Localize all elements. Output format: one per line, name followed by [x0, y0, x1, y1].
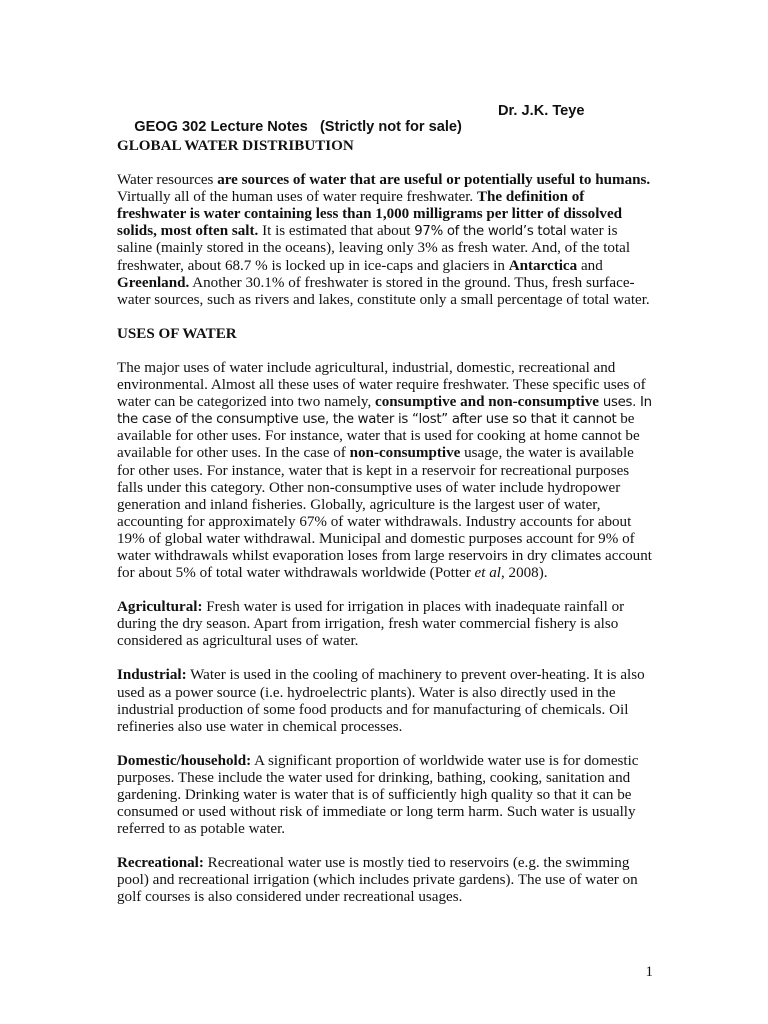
- text-run: water is saline (mainly stored in the oceans), leaving only 3% as fresh water. And, of the total freshwater, about 68.7 % is locked up in ice-caps and glaciers in: [117, 223, 631, 274]
- text-run: Another 30.1% of freshwater is stored in the ground. Thus, fresh surface-water sources, such as rivers and lakes, constitute only a small percentage of total water.: [117, 274, 650, 308]
- section-heading-uses-of-water: USES OF WATER: [117, 325, 237, 342]
- paragraph-label: Agricultural:: [117, 599, 203, 616]
- paragraph-uses-of-water: [117, 360, 653, 582]
- paragraph-label: Domestic/household:: [117, 752, 252, 769]
- paragraph-text: Fresh water is used for irrigation in places with inadequate rainfall or during the dry season. Apart from irrigation, fresh water commercial fishery is also considered as agricultural uses of water.: [117, 599, 625, 650]
- text-run: usage, the water is available for other uses. For instance, water that is kept in a reservoir for recreational purposes falls under this category. Other non-consumptive uses of water include hydropower generation and inland fisheries. Globally, agriculture is the largest user of water, accounting for approximately 67% of water withdrawals. Industry accounts for about 19% of global water withdrawal. Municipal and domestic purposes account for 9% of water withdrawals whilst evaporation loses from large reservoirs in dry climates account for about 5% of total water withdrawals worldwide (Potter: [117, 445, 652, 582]
- bold-run: consumptive and non-consumptive: [375, 394, 599, 411]
- paragraph-global-water: [117, 172, 653, 309]
- paragraph-industrial: [117, 667, 653, 735]
- text-run: Virtually all of the human uses of water require freshwater.: [117, 189, 477, 206]
- paragraph-text: Water is used in the cooling of machinery to prevent over-heating. It is also used as a power source (i.e. hydroelectric plants). Water is also directly used in the industrial production of some food products and for manufacturing of chemicals. Oil refineries also use water in chemical processes.: [117, 667, 645, 735]
- section-heading-global-water: GLOBAL WATER DISTRIBUTION: [117, 138, 354, 154]
- bold-run: Greenland.: [117, 274, 190, 291]
- text-run: The major uses of water include agricultural, industrial, domestic, recreational and environmental. Almost all these uses of water require freshwater. These specific uses of water can be categorized into two namely,: [117, 359, 646, 411]
- text-run: It is estimated that about: [258, 223, 415, 240]
- paragraph-agricultural: [117, 599, 653, 650]
- text-run: and: [577, 257, 603, 274]
- paragraph-recreational: [117, 855, 653, 906]
- header-title: GEOG 302 Lecture Notes (Strictly not for sale): [134, 119, 462, 135]
- text-run: , 2008).: [500, 565, 548, 582]
- paragraph-label: Industrial:: [117, 667, 187, 684]
- bold-run: Antarctica: [508, 257, 578, 274]
- document-body: [117, 128, 653, 907]
- header-author: Dr. J.K. Teye: [498, 103, 585, 119]
- text-run: Water resources: [117, 172, 218, 189]
- paragraph-domestic: [117, 753, 653, 838]
- text-run: be available for other uses. For instance, water that is used for cooking at home cannot be available for other uses. In the case of: [117, 411, 640, 462]
- page-number: 1: [645, 964, 653, 980]
- alt-font-run: 97% of the world’s total: [414, 224, 567, 240]
- alt-font-run: uses. In the case of the consumptive use, the water is “lost” after use so that it cannot: [117, 395, 652, 428]
- italic-run: et al: [474, 565, 501, 582]
- paragraph-label: Recreational:: [117, 855, 204, 872]
- bold-run: The definition of freshwater is water containing less than 1,000 milligrams per litter of dissolved solids, most often salt.: [117, 189, 623, 240]
- paragraph-text: Recreational water use is mostly tied to reservoirs (e.g. the swimming pool) and recreational irrigation (which includes private gardens). The use of water on golf courses is also considered under recreational usages.: [117, 855, 638, 906]
- paragraph-text: A significant proportion of worldwide water use is for domestic purposes. These include the water used for drinking, bathing, cooking, sanitation and gardening. Drinking water is water that is of sufficiently high quality so that it can be consumed or used without risk of immediate or long term harm. Such water is usually referred to as potable water.: [117, 752, 639, 838]
- bold-run: non-consumptive: [349, 445, 461, 462]
- bold-run: are sources of water that are useful or potentially useful to humans.: [217, 172, 651, 189]
